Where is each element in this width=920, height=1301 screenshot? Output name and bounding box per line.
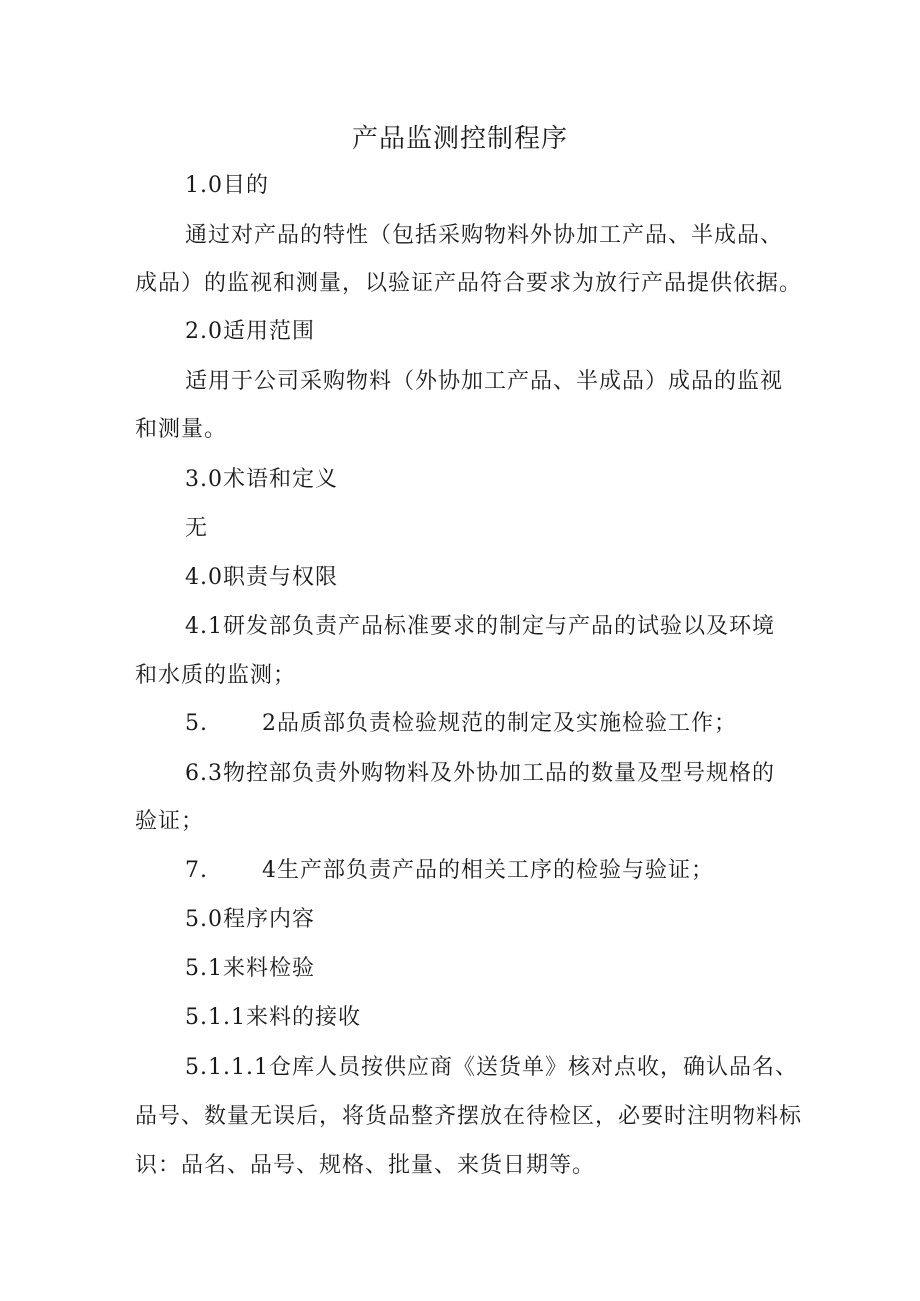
- section-5-1-1-1-line-2: 品号、数量无误后，将货品整齐摆放在待检区，必要时注明物料标: [135, 1104, 803, 1129]
- item-number-7: 7.: [185, 858, 208, 883]
- section-4-1-line-2: 和水质的监测；: [135, 663, 297, 688]
- section-5-1-heading: 5.1来料检验: [185, 956, 315, 981]
- section-5-1-1-1-line-1: 5.1.1.1仓库人员按供应商《送货单》核对点收，确认品名、: [185, 1055, 798, 1080]
- section-3-heading: 3.0术语和定义: [185, 467, 338, 492]
- section-1-text-line-1: 通过对产品的特性（包括采购物料外协加工产品、半成品、: [185, 223, 784, 248]
- section-3-text: 无: [185, 516, 209, 541]
- document-title: 产品监测控制程序: [351, 124, 568, 154]
- section-4-4-text: 4生产部负责产品的相关工序的检验与验证；: [262, 858, 714, 883]
- section-5-1-1-heading: 5.1.1来料的接收: [185, 1005, 361, 1030]
- section-5-heading: 5.0程序内容: [185, 907, 315, 932]
- section-4-3-line-1: 6.3物控部负责外购物料及外协加工品的数量及型号规格的: [185, 761, 775, 786]
- section-4-3-line-2: 验证；: [135, 809, 205, 834]
- section-2-text-line-2: 和测量。: [135, 417, 228, 442]
- section-4-1-line-1: 4.1研发部负责产品标准要求的制定与产品的试验以及环境: [185, 614, 775, 639]
- section-4-heading: 4.0职责与权限: [185, 565, 338, 590]
- section-1-heading: 1.0目的: [185, 173, 269, 198]
- section-4-2-text: 2品质部负责检验规范的制定及实施检验工作；: [262, 711, 737, 736]
- section-1-text-line-2: 成品）的监视和测量，以验证产品符合要求为放行产品提供依据。: [135, 271, 803, 296]
- section-2-text-line-1: 适用于公司采购物料（外协加工产品、半成品）成品的监视: [185, 369, 784, 394]
- section-5-1-1-1-line-3: 识：品名、品号、规格、批量、来货日期等。: [135, 1153, 596, 1178]
- section-2-heading: 2.0适用范围: [185, 319, 315, 344]
- item-number-5: 5.: [185, 711, 208, 736]
